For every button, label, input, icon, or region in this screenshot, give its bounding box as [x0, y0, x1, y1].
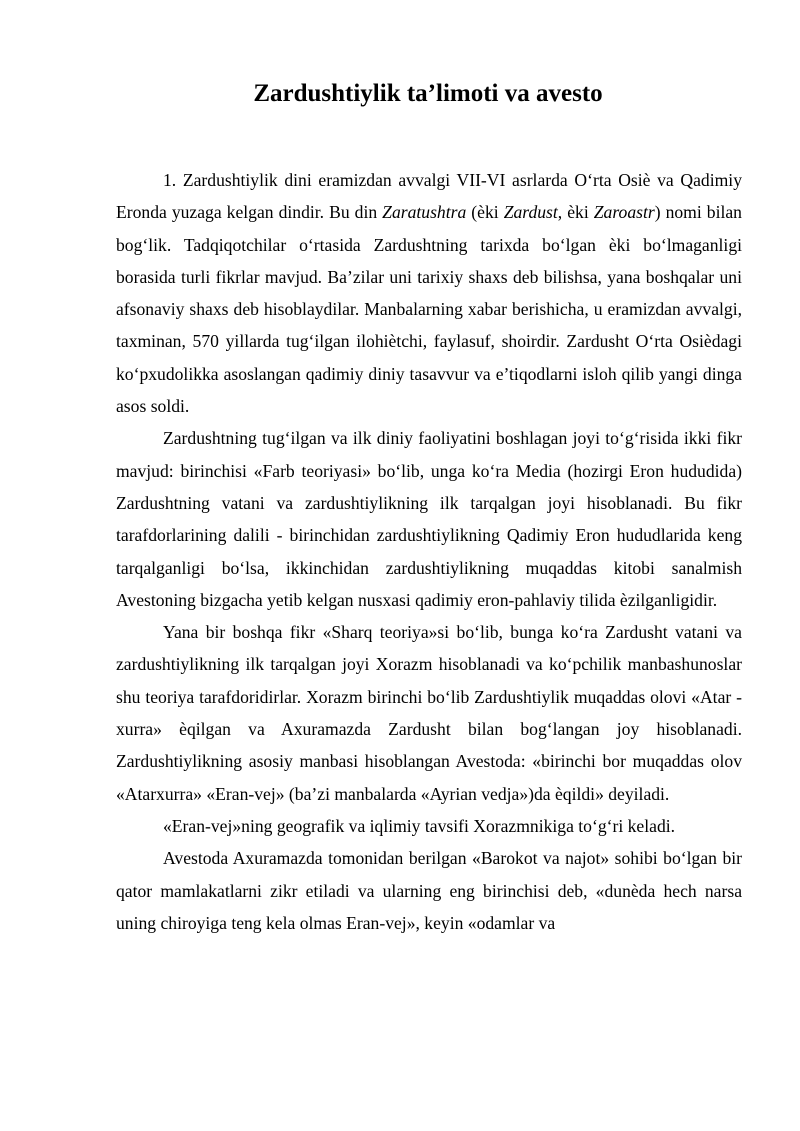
paragraph-text: «Eran-vej»ning geografik va iqlimiy tavsifi Xorazmnikiga to‘g‘ri keladi. — [163, 815, 676, 836]
page-title: Zardushtiylik ta’limoti va avesto — [253, 80, 603, 107]
body-text — [116, 164, 742, 939]
paragraph-text: ) nomi bilan bog‘lik. Tadqiqotchilar o‘rtasida Zardushtning tarixda bo‘lgan èki bo‘lmaganligi borasida turli fikrlar mavjud. Ba’zilar uni tarixiy shaxs deb bilishsa, yana boshqalar uni afsonaviy shaxs deb hisoblaydilar. Manbalarning xabar berishicha, u eramizdan avvalgi, taxminan, 570 yillarda tug‘ilgan ilohiètchi, faylasuf, shoirdir. Zardusht O‘rta Osièdagi ko‘pxudolikka asoslangan qadimiy diniy tasavvur va e’tiqodlarni isloh qilib yangi dinga asos soldi. — [116, 202, 742, 417]
paragraph-text: , èki — [557, 202, 594, 223]
italic-text: Zaratushtra — [382, 202, 467, 223]
paragraph — [116, 810, 742, 842]
paragraph-text: Zardushtning tug‘ilgan va ilk diniy faoliyatini boshlagan joyi to‘g‘risida ikki fikr mavjud: birinchisi «Farb teoriyasi» bo‘lib, unga ko‘ra Media (hozirgi Eron hududida) Zardushtning vatani va zardushtiylikning ilk tarqalgan joyi hisoblanadi. Bu fikr tarafdorlarining dalili - birinchidan zardushtiylikning Qadimiy Eron hududlarida keng tarqalganligi bo‘lsa, ikkinchidan zardushtiylikning muqaddas kitobi sanalmish Avestoning bizgacha yetib kelgan nusxasi qadimiy eron-pahlaviy tilida èzilganligidir. — [116, 428, 742, 610]
paragraph — [116, 842, 742, 939]
paragraph — [116, 422, 742, 616]
paragraph-text: Yana bir boshqa fikr «Sharq teoriya»si bo‘lib, bunga ko‘ra Zardusht vatani va zardushtiylikning ilk tarqalgan joyi Xorazm hisoblanadi va ko‘pchilik manbashunoslar shu teoriya tarafdoridirlar. Xorazm birinchi bo‘lib Zardushtiylik muqaddas olovi «Atar - xurra» èqilgan va Axuramazda Zardusht bilan bog‘langan joy hisoblanadi. Zardushtiylikning asosiy manbasi hisoblangan Avestoda: «birinchi bor muqaddas olov «Atarxurra» «Eran-vej» (ba’zi manbalarda «Ayrian vedja»)da èqildi» deyiladi. — [116, 622, 742, 804]
paragraph-text: Avestoda Axuramazda tomonidan berilgan «Barokot va najot» sohibi bo‘lgan bir qator mamlakatlarni zikr etiladi va ularning eng birinchisi deb, «dunèda hech narsa uning chiroyiga teng kela olmas Eran-vej», keyin «odamlar va — [116, 848, 742, 933]
italic-text: Zardust — [503, 202, 558, 223]
paragraph — [116, 616, 742, 810]
paragraph-text: 1. Zardushtiylik dini eramizdan avvalgi VII-VI asrlarda O‘rta Osiè va Qadimiy Eronda yuzaga kelgan dindir. Bu din — [116, 170, 742, 223]
paragraph-text: (èki — [466, 202, 504, 223]
paragraph — [116, 164, 742, 422]
italic-text: Zaroastr — [593, 202, 655, 223]
